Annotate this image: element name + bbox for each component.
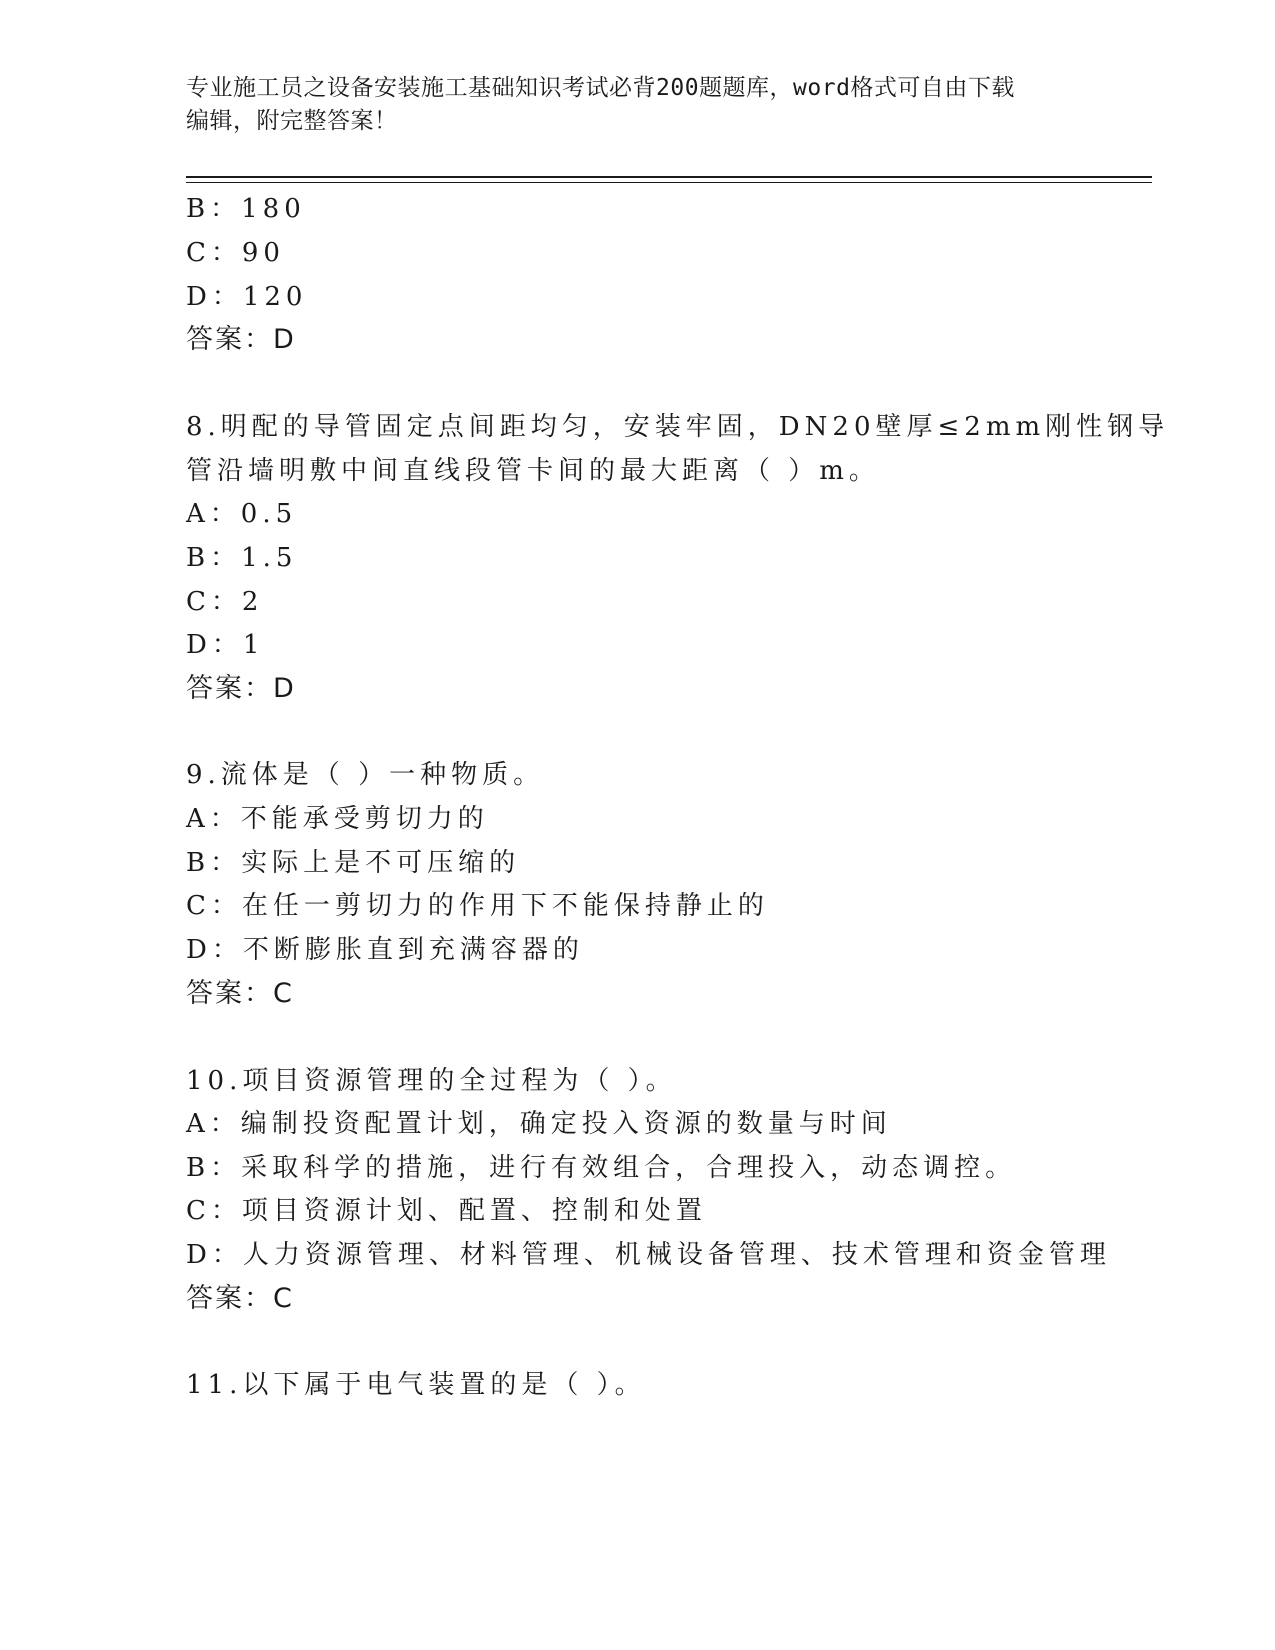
prev-answer: 答案：D — [186, 324, 296, 355]
q9-option-d: D：不断膨胀直到充满容器的 — [186, 935, 584, 965]
q10-option-c: C：项目资源计划、配置、控制和处置 — [186, 1196, 707, 1226]
q9-stem: 9.流体是（ ）一种物质。 — [186, 760, 545, 790]
q8-stem-line-1: 8.明配的导管固定点间距均匀，安装牢固，DN20壁厚≤2mm刚性钢导 — [186, 412, 1170, 442]
q8-option-d: D：1 — [186, 630, 265, 660]
header-divider-thick — [186, 176, 1152, 178]
q10-stem: 10.项目资源管理的全过程为（ ）。 — [186, 1066, 677, 1096]
q9-answer: 答案：C — [186, 978, 294, 1009]
q10-option-d: D：人力资源管理、材料管理、机械设备管理、技术管理和资金管理 — [186, 1240, 1111, 1270]
q10-option-a: A：编制投资配置计划，确定投入资源的数量与时间 — [186, 1109, 892, 1139]
q10-option-b: B：采取科学的措施，进行有效组合，合理投入，动态调控。 — [186, 1153, 1017, 1183]
header-line-2: 编辑，附完整答案！ — [186, 108, 398, 134]
document-header — [186, 72, 1086, 138]
q8-option-b: B：1.5 — [186, 543, 298, 573]
prev-option-b: B：180 — [186, 194, 306, 224]
q10-answer: 答案：C — [186, 1283, 294, 1314]
header-line-1: 专业施工员之设备安装施工基础知识考试必背200题题库，word格式可自由下载 — [186, 75, 1015, 101]
prev-option-d: D：120 — [186, 282, 308, 312]
q9-option-b: B：实际上是不可压缩的 — [186, 848, 521, 878]
q8-option-a: A：0.5 — [186, 499, 298, 529]
q11-stem: 11.以下属于电气装置的是（ ）。 — [186, 1370, 646, 1400]
header-divider-thin — [186, 182, 1152, 183]
q8-option-c: C：2 — [186, 587, 264, 617]
prev-option-c: C：90 — [186, 238, 285, 268]
q8-stem-line-2: 管沿墙明敷中间直线段管卡间的最大距离（ ）m。 — [186, 456, 880, 486]
q9-option-a: A：不能承受剪切力的 — [186, 804, 489, 834]
q9-option-c: C：在任一剪切力的作用下不能保持静止的 — [186, 891, 769, 921]
q8-answer: 答案：D — [186, 673, 296, 704]
